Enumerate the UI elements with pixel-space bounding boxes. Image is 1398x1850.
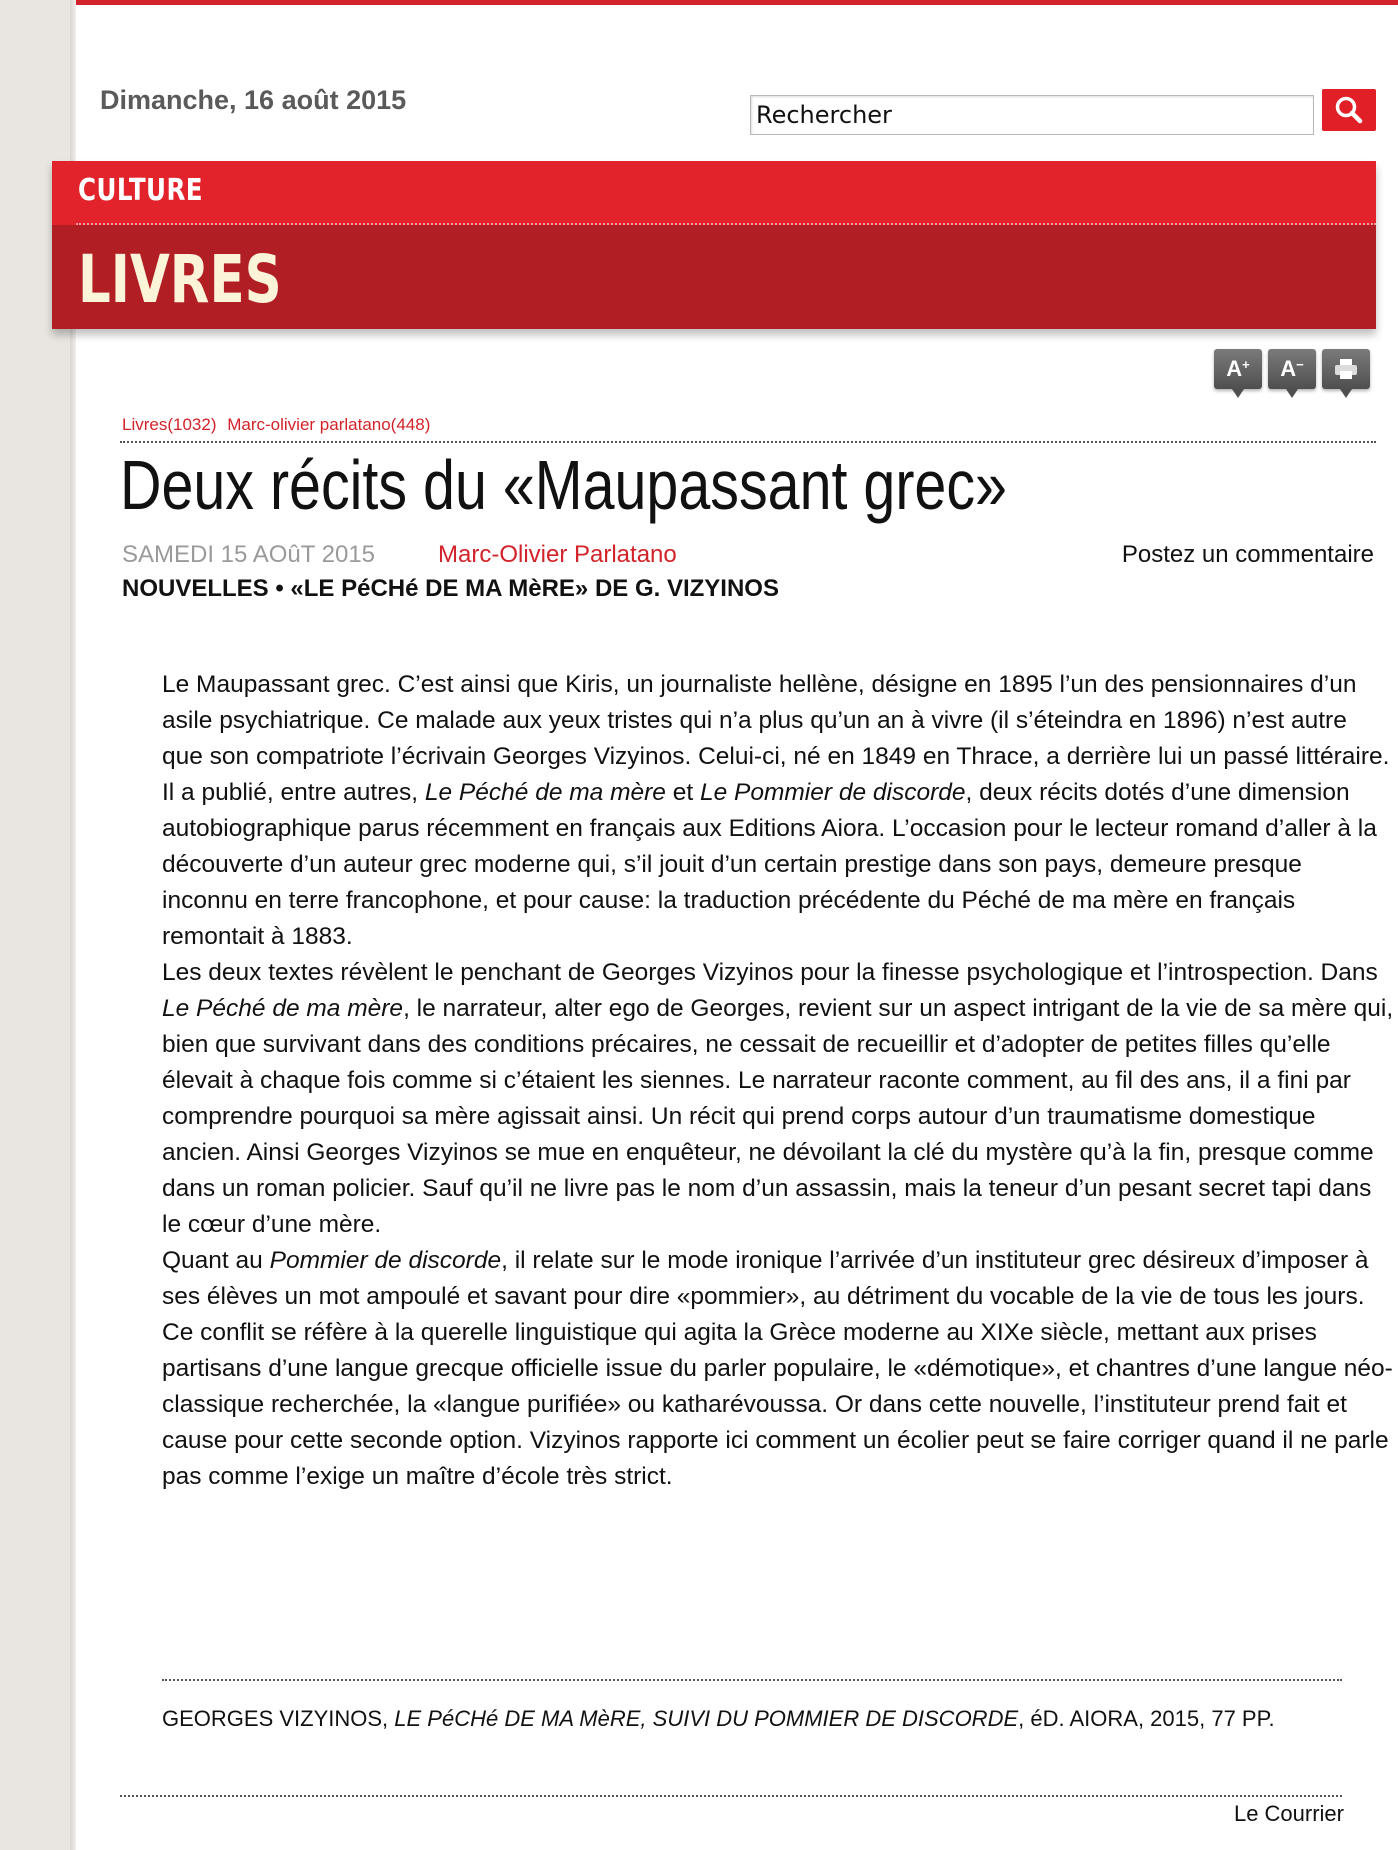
italic-title: Le Péché de ma mère	[162, 995, 404, 1022]
article-title: Deux récits du «Maupassant grec»	[120, 446, 1007, 524]
header-date: Dimanche, 16 août 2015	[100, 85, 407, 115]
italic-title: Le Pommier de discorde	[699, 779, 966, 806]
article-tools	[1214, 349, 1370, 389]
article-date: SAMEDI 15 AOûT 2015	[122, 541, 376, 568]
tag-livres[interactable]: Livres(1032)	[122, 415, 217, 434]
divider-reference-bottom	[120, 1795, 1342, 1797]
text-run: , deux récits dotés d’une dimension autobiographique parus récemment en français aux Editions Aiora. L’occasion pour le lecteur romand d’aller à la découverte d’un auteur grec moderne qui, s’il jouit d’un certain prestige dans son pays, demeure presque inconnu en terre francophone, et pour cause: la traduction précédente du Péché de ma mère en français remontait à 1883.	[162, 779, 1377, 950]
banner-section-label[interactable]: CULTURE	[78, 173, 204, 208]
article-paragraph	[162, 1243, 1394, 1495]
page	[76, 0, 1398, 1850]
italic-title: Pommier de discorde	[269, 1247, 502, 1274]
text-run: , le narrateur, alter ego de Georges, revient sur un aspect intrigant de la vie de sa mère qui, bien que survivant dans des conditions précaires, ne cessait de recueillir et d’adopter de petites filles qu’elle élevait à chaque fois comme si c’étaient les siennes. Le narrateur raconte comment, au fil des ans, il a fini par comprendre pourquoi sa mère agissait ainsi. Un récit qui prend corps autour d’un traumatisme domestique ancien. Ainsi Georges Vizyinos se mue en enquêteur, ne dévoilant la clé du mystère qu’à la fin, presque comme dans un roman policier. Sauf qu’il ne livre pas le nom d’un assassin, mais la teneur d’un pesant secret tapi dans le cœur d’une mère.	[162, 995, 1394, 1238]
text-run: Quant au	[162, 1247, 270, 1274]
article-source: Le Courrier	[1233, 1801, 1344, 1826]
post-comment-link[interactable]: Postez un commentaire	[1121, 541, 1374, 568]
increase-font-button[interactable]: A +	[1214, 349, 1262, 389]
italic-title: Le Péché de ma mère	[424, 779, 666, 806]
font-decrease-icon: A	[1280, 356, 1297, 381]
book-reference	[162, 1701, 1342, 1737]
text-run: et	[665, 779, 700, 806]
article-paragraph	[162, 955, 1394, 1243]
font-increase-icon: A	[1226, 356, 1243, 381]
article-paragraph	[162, 667, 1394, 955]
decrease-font-button[interactable]: A −	[1268, 349, 1316, 389]
search-button[interactable]	[1322, 89, 1376, 131]
search-input[interactable]	[750, 95, 1314, 135]
text-run: GEORGES VIZYINOS,	[162, 1706, 395, 1731]
section-banner	[52, 161, 1376, 329]
article-body	[162, 667, 1394, 1495]
text-run: , éD. AIORA, 2015, 77 PP.	[1018, 1706, 1275, 1731]
divider-reference-top	[162, 1679, 1342, 1681]
tag-list	[122, 415, 436, 435]
print-button[interactable]	[1322, 349, 1370, 389]
print-icon	[1333, 357, 1359, 381]
italic-title: LE PéCHé DE MA MèRE, SUIVI DU POMMIER DE DISCORDE	[394, 1706, 1019, 1731]
text-run: Le Maupassant grec. C’est ainsi que Kiris, un journaliste hellène, désigne en 1895 l’un des pensionnaires d’un asile psychiatrique. Ce malade aux yeux tristes qui n’a plus qu’un an à vivre (il s’éteindra en 1896) n’est autre que son compatriote l’écrivain Georges Vizyinos. Celui-ci, né en 1849 en Thrace, a derrière lui un passé littéraire. Il a publié, entre autres,	[162, 671, 1390, 806]
article-subtitle: NOUVELLES • «LE PéCHé DE MA MèRE» DE G. VIZYINOS	[122, 575, 779, 602]
article-author-link[interactable]: Marc-Olivier Parlatano	[438, 541, 677, 568]
text-run: Les deux textes révèlent le penchant de Georges Vizyinos pour la finesse psychologique et l’introspection. Dans	[162, 959, 1378, 986]
text-run: , il relate sur le mode ironique l’arrivée d’un instituteur grec désireux d’imposer à ses élèves un mot ampoulé et savant pour dire «pommier», au détriment du vocable de la vie de tous les jours. Ce conflit se réfère à la querelle linguistique qui agita la Grèce moderne au XIXe siècle, mettant aux prises partisans d’une langue grecque officielle issue du parler populaire, le «démotique», et chantres d’une langue néo-classique recherchée, la «langue purifiée» ou katharévoussa. Or dans cette nouvelle, l’instituteur prend fait et cause pour cette seconde option. Vizyinos rapporte ici comment un écolier peut se faire corriger quand il ne parle pas comme l’exige un maître d’école très strict.	[162, 1247, 1393, 1490]
divider-top	[120, 441, 1376, 443]
tag-author[interactable]: Marc-olivier parlatano(448)	[227, 415, 431, 434]
banner-title[interactable]: LIVRES	[78, 241, 282, 318]
search-icon	[1333, 94, 1365, 126]
